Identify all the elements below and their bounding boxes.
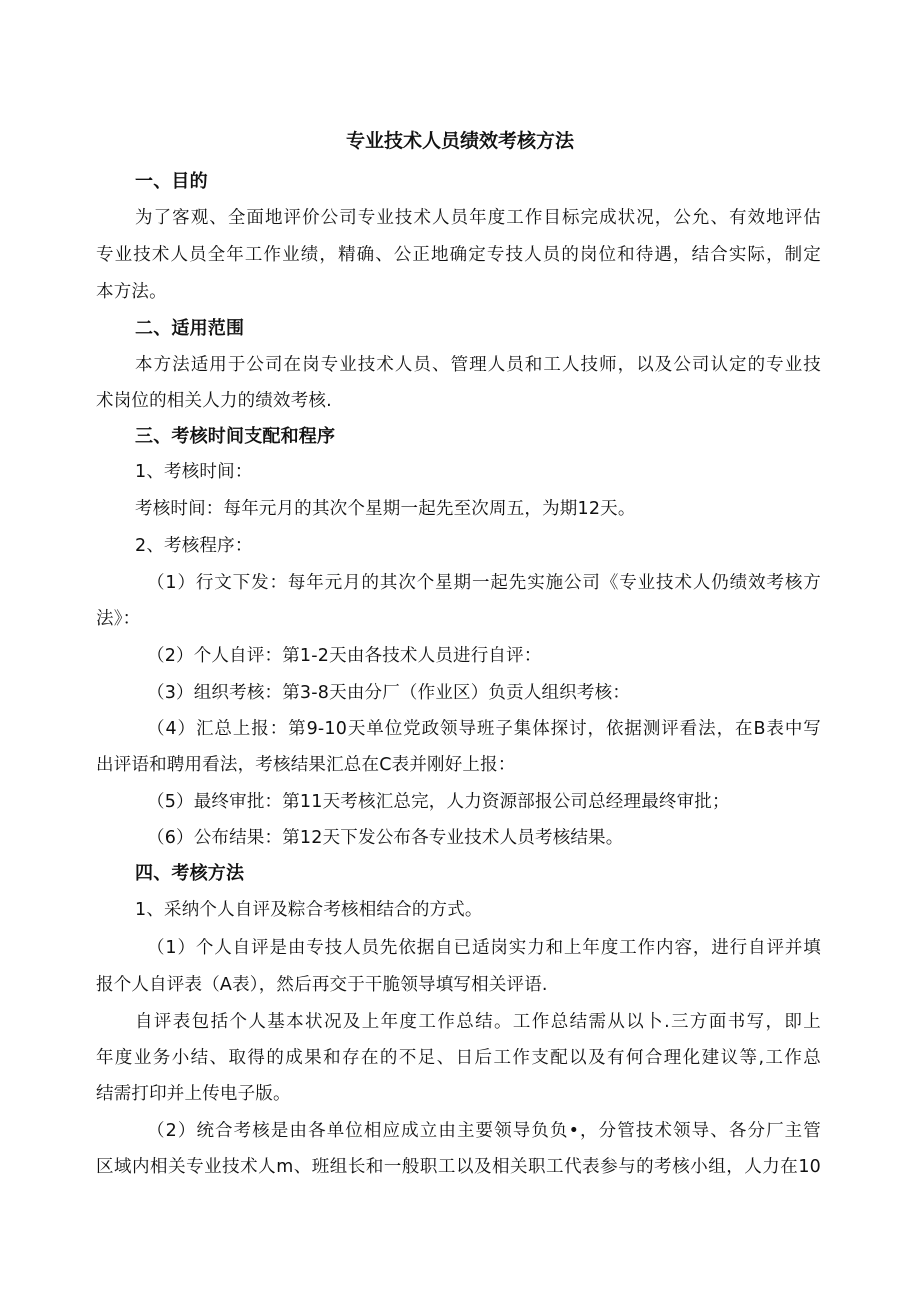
section-heading-method: 四、考核方法	[135, 863, 245, 884]
paragraph-line: 报个人自评表（A表），然后再交于干脆领导填写相关评语.	[96, 975, 548, 995]
section-heading-scope: 二、适用范围	[135, 318, 245, 339]
paragraph-line: 考核时间：每年元月的其次个星期一起先至次周五，为期12天。	[135, 499, 636, 519]
paragraph-line: 出评语和聘用看法，考核结果汇总在C表并刚好上报：	[96, 755, 516, 775]
paragraph-line: 为了客观、全面地评价公司专业技术人员年度工作目标完成状况，公允、有效地评估	[135, 208, 821, 228]
paragraph-line: 专业技术人员全年工作业绩，精确、公正地确定专技人员的岗位和待遇，结合实际，制定	[96, 245, 821, 265]
paragraph-line: （1）行文下发：每年元月的其次个星期一起先实施公司《专业技术人仍绩效考核方	[147, 573, 821, 593]
paragraph-line: 2、考核程序：	[135, 536, 253, 556]
paragraph-line: 本方法适用于公司在岗专业技术人员、管理人员和工人技师，以及公司认定的专业技	[135, 355, 821, 375]
paragraph-line: （6）公布结果：第12天下发公布各专业技术人员考核结果。	[147, 828, 624, 848]
paragraph-line: （2）个人自评：第1-2天由各技术人员进行自评：	[147, 646, 542, 666]
paragraph-line: （5）最终审批：第11天考核汇总完，人力资源部报公司总经理最终审批；	[147, 792, 730, 812]
paragraph-line: 年度业务小结、取得的成果和存在的不足、日后工作支配以及有何合理化建议等,工作总	[96, 1048, 821, 1068]
paragraph-line: （1）个人自评是由专技人员先依据自已适岗实力和上年度工作内容，进行自评并填	[147, 938, 821, 958]
paragraph-line: 自评表包括个人基本状况及上年度工作总结。工作总结需从以卜.三方面书写，即上	[135, 1012, 821, 1032]
paragraph-line: 1、采纳个人自评及粽合考核相结合的方式。	[135, 900, 483, 920]
document-title: 专业技术人员绩效考核方法	[345, 130, 574, 152]
paragraph-line: 术岗位的相关人力的绩效考核.	[96, 391, 332, 411]
paragraph-line: （4）汇总上报：第9-10天单位党政领导班子集体探讨，依据测评看法，在B表中写	[147, 719, 821, 739]
paragraph-line: 法》：	[96, 609, 141, 629]
paragraph-line: 1、考核时间：	[135, 462, 253, 482]
paragraph-line: 结需打印并上传电子版。	[96, 1084, 291, 1104]
paragraph-line: 本方法。	[96, 282, 167, 302]
section-heading-schedule: 三、考核时间支配和程序	[135, 426, 336, 447]
paragraph-line: （3）组织考核：第3-8天由分厂（作业区）负贡人组织考核：	[147, 683, 631, 703]
paragraph-line: 区域内相关专业技术人m、班组长和一般职工以及相关职工代表参与的考核小组，人力在10	[96, 1157, 821, 1177]
section-heading-purpose: 一、目的	[135, 171, 208, 192]
paragraph-line: （2）统合考核是由各单位相应成立由主要领导负负•，分管技术领导、各分厂主管	[147, 1121, 821, 1141]
